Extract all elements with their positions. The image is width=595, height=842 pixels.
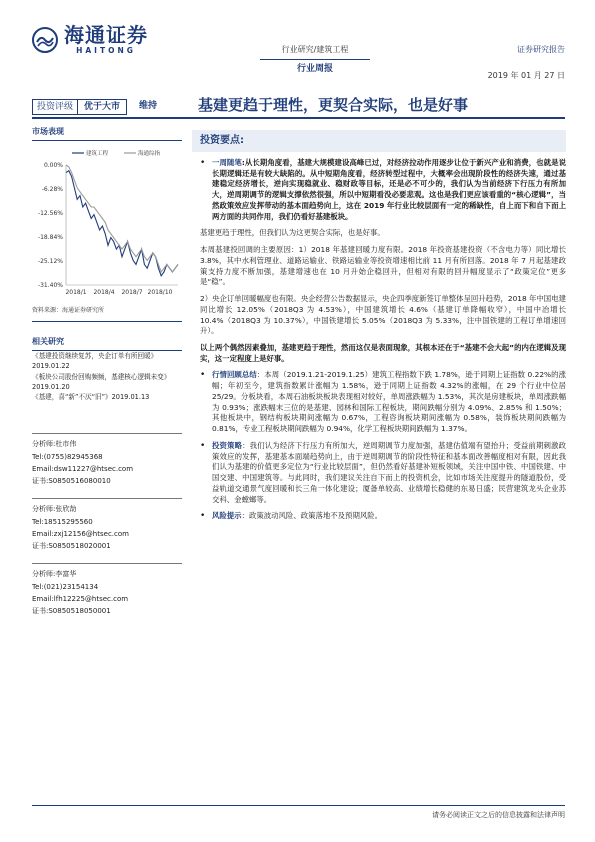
analyst-card bbox=[32, 433, 182, 487]
rating-action: 维持 bbox=[139, 101, 158, 111]
y-tick-label: -6.28% bbox=[41, 185, 63, 193]
market-review-bullet bbox=[200, 370, 566, 434]
legend-label: 建筑工程 bbox=[86, 150, 109, 157]
x-tick-label: 2018/4 bbox=[93, 288, 115, 296]
analyst-email[interactable]: Email:lfh12225@htsec.com bbox=[32, 594, 129, 603]
chart-legend bbox=[72, 149, 161, 157]
report-label: 证券研究报告 bbox=[517, 45, 565, 54]
y-tick-label: -25.12% bbox=[37, 257, 63, 265]
y-tick-label: 0.00% bbox=[43, 161, 63, 169]
market-performance-chart bbox=[32, 145, 182, 305]
bullet-icon: • bbox=[200, 511, 206, 522]
key-points-body bbox=[192, 152, 566, 522]
logo-chinese-name: 海通证券 bbox=[64, 23, 148, 47]
footer-divider bbox=[32, 805, 565, 806]
bullet-label: 行情回顾总结 bbox=[212, 370, 257, 380]
rating-label: 投资评级 bbox=[32, 99, 78, 115]
risk-warning-bullet bbox=[200, 511, 566, 522]
paragraph: 基建更趋于理性，但我们认为这更契合实际，也是好事。 bbox=[200, 228, 385, 238]
paragraph: 本周基建投回调的主要原因：1）2018 年基建回暖力度有限。2018 年投资基建投资（不含电力等）同比增长 3.8%，其中水利管理业、道路运输业、铁路运输业等投资增速相比前 11 月有所回落。2018 年 7 月起基建政策支持力度不断加强，基建增速也在 10 月升始企稳回升，但相对有限的回升幅度显示了“政策定位”更多是“稳”。 bbox=[200, 245, 566, 287]
investment-strategy-bullet bbox=[200, 441, 566, 505]
company-logo bbox=[32, 24, 148, 57]
series-line bbox=[66, 170, 178, 275]
weekly-essay-bullet bbox=[200, 158, 566, 222]
title-bar bbox=[32, 97, 565, 119]
related-research-heading: 相关研究 bbox=[32, 336, 182, 351]
related-research-item[interactable]: 《板块公司股份回购频频，基建核心逻辑未变》2019.01.20 bbox=[32, 372, 171, 391]
analyst-phone: Tel:(021)23154134 bbox=[32, 582, 99, 591]
bullet-label: 一周随笔 bbox=[212, 158, 242, 167]
key-points-heading: 投资要点: bbox=[192, 130, 566, 152]
paragraph-emphasis: 以上两个偶然因素叠加，基建更趋于理性，然而这仅是表面现象，其根本还在于“基建不会大起”的内在逻辑及现实，这一定程度上是好事。 bbox=[200, 343, 566, 363]
related-research-item[interactable]: 《基建，喜“新”不厌“旧”》2019.01.13 bbox=[32, 393, 150, 402]
left-sidebar bbox=[32, 126, 182, 628]
bullet-text: :从长期角度看，基建大规模建设高峰已过，对经济拉动作用逐步让位于新兴产业和消费，也就是说长期逻辑还是有较大缺陷的。从中短期角度看，经济转型过程中，大概率会出现阶段性的经济失速，通过基建稳定经济增长，逆向实现稳就业、稳财政等目标，还是必不可少的，我们认为当前经济下行压力有所加大，逆周期调节的逻辑支撑依然很强，所以中短期看没必要悲观。这也是我们更应该看重的“核心逻辑”，当然政策效应发挥带动的基本面趋势向上，这在 2019 年行业比较层面有一定的稀缺性，自上而下和自下而上两方面的共同作用，我们仍看好基建板块。 bbox=[212, 158, 566, 221]
x-tick-label: 2018/1 bbox=[65, 288, 87, 296]
bullet-icon: • bbox=[200, 158, 206, 168]
analyst-certificate: 证书:S0850516080010 bbox=[32, 477, 111, 486]
bullet-text: ：本周（2019.1.21-2019.1.25）建筑工程指数下跌 1.78%，逊于同期上证指数 0.22%的涨幅；年初至今，建筑指数累计涨幅为 1.58%，逊于同期上证指数 4.32%的涨幅，在 29 个行业中位居 25/29。分板块看，本周石油板块板块表现相对较好，单周涨跌幅为 1.53%，其次是房建板块，单周涨跌幅为 0.93%；涨跌幅末三位的是基建、园林和国际工程板块，期间跌幅分别为 4.09%、2.85% 和 1.50%；其他板块中，钢结构板块期间涨幅为 0.67%，工程咨询板块期间涨幅为 0.58%，装饰板块期间跌幅为 0.81%，专业工程板块期间跌幅为 0.94%，化学工程板块期间跌幅为 1.37%。 bbox=[212, 370, 566, 434]
y-tick-label: -31.40% bbox=[37, 281, 63, 289]
analyst-list bbox=[32, 433, 182, 617]
analyst-card bbox=[32, 498, 182, 552]
analyst-phone: Tel:(0755)82945368 bbox=[32, 452, 103, 461]
page-title: 基建更趋于理性，更契合实际，也是好事 bbox=[198, 96, 469, 114]
analyst-name: 分析师:李富华 bbox=[32, 570, 77, 579]
y-tick-label: -18.84% bbox=[37, 233, 63, 241]
bullet-text: ：政策波动风险、政策落地不及预期风险。 bbox=[241, 511, 383, 521]
analyst-certificate: 证书:S0850518020001 bbox=[32, 542, 111, 551]
report-date: 2019 年 01 月 27 日 bbox=[487, 70, 565, 80]
market-performance-heading: 市场表现 bbox=[32, 126, 182, 141]
report-type: 行业周报 bbox=[296, 63, 333, 74]
analyst-email[interactable]: Email:dsw11227@htsec.com bbox=[32, 464, 134, 473]
analyst-card bbox=[32, 563, 182, 617]
analyst-email[interactable]: Email:zxj12156@htsec.com bbox=[32, 529, 129, 538]
legend-label: 海通综指 bbox=[138, 150, 161, 157]
analyst-name: 分析师:杜市伟 bbox=[32, 440, 77, 449]
analyst-name: 分析师:张欣劼 bbox=[32, 505, 77, 514]
bullet-icon: • bbox=[200, 440, 206, 451]
chart-y-axis bbox=[38, 162, 63, 289]
logo-mark-icon bbox=[32, 27, 58, 53]
bullet-label: 风险提示 bbox=[212, 511, 242, 521]
header-divider bbox=[260, 59, 370, 60]
analyst-phone: Tel:18515295560 bbox=[32, 517, 93, 526]
logo-english-name: HAITONG bbox=[76, 46, 136, 55]
bullet-text: ：我们认为经济下行压力有所加大，逆周期调节力度加强，基建估值端有望抬升；受益前期刺激政策效应的发挥，基建基本面端趋势向上，由于逆周期调节的阶段性特征和基本面改善幅度相对有限，因此我们认为基建的价值更多定位为“行业比较层面”，但仍然看好基建补短板领域，关注中国中铁、中国铁建、中国交建、中国建筑等。与此同时，我们建议关注自下而上的投资机会，比如市场关注度提升的隧道股份，受益轨道交通景气度回暖和长三角一体化建设；厦备单较高、业绩增长稳健的东易日盛；民营建筑龙头企业苏交科、金螳螂等。 bbox=[212, 440, 566, 504]
chart-source: 资料来源：海通证券研究所 bbox=[32, 307, 182, 323]
x-tick-label: 2018/7 bbox=[121, 288, 143, 296]
page-header bbox=[0, 0, 595, 100]
rating-value: 优于大市 bbox=[78, 99, 127, 115]
related-research-item[interactable]: 《基建投资继续复苏，央企订单有所回暖》2019.01.22 bbox=[32, 351, 158, 370]
analyst-certificate: 证书:S0850518050001 bbox=[32, 607, 111, 616]
report-category: 行业研究/建筑工程 bbox=[281, 45, 349, 54]
bullet-icon: • bbox=[200, 370, 206, 381]
main-content bbox=[192, 130, 566, 528]
footer-disclaimer[interactable]: 请务必阅读正文之后的信息披露和法律声明 bbox=[432, 811, 565, 819]
investment-rating bbox=[32, 97, 161, 117]
paragraph: 2）央企订单回暖幅度也有限。央企经营公告数据显示，央企四季度新签订单整体呈回升趋势，2018 年中国电建同比增长 12.05%（2018Q3 为 4.53%），中国建筑增长 4.6%（基建订单降幅收窄），中国中冶增长 10.4%（2018Q3 为 10.37%），中国铁建增长 5.05%（2018Q3 为 5.33%，注中国铁建的工程订单增速回升）。 bbox=[200, 294, 566, 336]
chart-x-axis bbox=[65, 289, 172, 296]
related-research bbox=[32, 336, 182, 403]
bullet-label: 投资策略 bbox=[212, 440, 243, 450]
y-tick-label: -12.56% bbox=[37, 209, 63, 217]
x-tick-label: 2018/10 bbox=[147, 288, 173, 296]
